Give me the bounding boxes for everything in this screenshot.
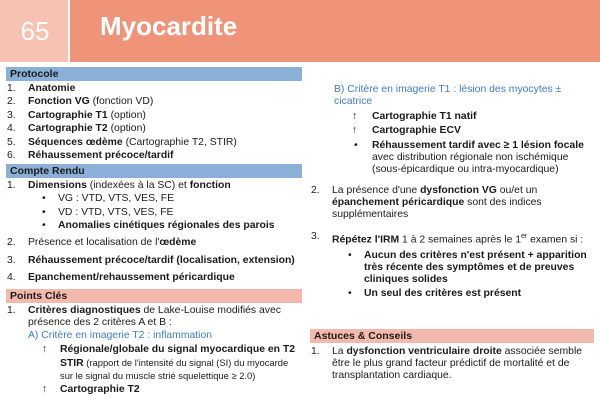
item-text: (Cartographie T2, STIR) <box>122 136 237 148</box>
item-number: 1. <box>7 83 16 94</box>
page-title: Myocardite <box>100 11 238 41</box>
sub-item <box>6 220 302 232</box>
item-bold: Anatomie <box>28 83 76 94</box>
item-number: 3. <box>7 109 16 121</box>
compte-rendu-item <box>6 272 302 284</box>
item-number: 4. <box>7 123 16 135</box>
item-bold: Répétez l'IRM <box>332 234 400 246</box>
sub-item-text: VD : VTD, VTS, VES, FE <box>58 206 174 218</box>
bullet-icon: • <box>348 249 352 261</box>
sub-item-text: (rapport de l'intensité du signal (SI) du myocarde sur le signal du muscle strié squelettique ≥ 2.0) <box>60 356 289 381</box>
points-cles-item <box>6 305 302 329</box>
sub-item-text: Anomalies cinétiques régionales des parois <box>58 220 275 232</box>
protocole-item <box>6 96 302 108</box>
sub-item <box>310 125 594 137</box>
item-text: La <box>332 346 347 357</box>
item-bold: Cartographie T2 <box>28 123 108 135</box>
item-bold: Fonction VG <box>28 96 90 108</box>
sub-item <box>6 384 302 396</box>
left-column <box>6 67 302 398</box>
sub-item <box>310 140 594 176</box>
compte-rendu-item <box>6 237 302 249</box>
item-bold: Réhaussement précoce/tardif (localisation, extension) <box>28 254 295 266</box>
item-text: (option) <box>107 109 146 121</box>
section-points-cles-title: Points Clés <box>6 289 302 303</box>
criterion-a-heading: A) Critère en imagerie T2 : inflammation <box>28 330 213 342</box>
points-cles-item <box>310 185 594 221</box>
item-number: 1. <box>311 346 320 357</box>
sub-item <box>6 193 302 205</box>
item-bold: dysfonction VG <box>420 185 497 197</box>
item-text: (fonction VD) <box>89 96 154 108</box>
section-astuces-title: Astuces & Conseils <box>310 329 594 343</box>
criterion-b-heading: B) Critère en imagerie T1 : lésion des myocytes ± cicatrice <box>334 84 562 108</box>
item-text: de Lake-Louise modifiés avec présence des 2 critères A et B : <box>28 304 281 328</box>
item-bold: Séquences œdème <box>28 136 123 148</box>
sub-item-bold: Cartographie ECV <box>372 124 461 136</box>
item-number: 3. <box>7 254 16 266</box>
compte-rendu-item <box>6 255 302 267</box>
item-bold: fonction <box>189 179 231 191</box>
item-text: (option) <box>107 123 146 135</box>
sub-item <box>310 250 594 286</box>
arrow-up-icon: ↑ <box>42 384 48 396</box>
protocole-item <box>6 123 302 135</box>
item-number: 2. <box>7 237 16 249</box>
item-number: 2. <box>311 185 320 197</box>
bullet-icon: • <box>42 220 46 232</box>
sub-item-bold: Aucun des critères n'est présent + apparition très récente des symptômes et de preuves cliniques solides <box>364 249 587 286</box>
item-bold: Dimensions <box>28 179 87 191</box>
protocole-item <box>6 110 302 122</box>
astuces-item <box>310 346 594 382</box>
protocole-item <box>6 137 302 149</box>
sub-item-bold: Un seul des critères est présent <box>364 287 522 299</box>
sub-item <box>6 344 302 382</box>
arrow-up-icon: ↑ <box>42 344 48 356</box>
item-bold: œdème <box>159 237 197 249</box>
item-number: 1. <box>7 179 16 191</box>
sub-item-text: VG : VTD, VTS, VES, FE <box>58 193 175 205</box>
points-cles-item <box>310 231 594 247</box>
bullet-icon: • <box>354 139 358 151</box>
item-number: 2. <box>7 96 16 108</box>
page-header <box>0 0 600 62</box>
item-number: 1. <box>7 304 16 316</box>
compte-rendu-item <box>6 180 302 192</box>
sub-item-bold: Cartographie T2 <box>60 384 140 396</box>
item-bold: Critères diagnostiques <box>28 304 141 316</box>
sub-item-bold: Cartographie T1 natif <box>372 111 477 123</box>
sub-item-text: avec distribution régionale non ischémique (sous-épicardique ou intra-myocardique) <box>372 151 569 175</box>
bullet-icon: • <box>42 193 46 205</box>
item-number: 6. <box>7 150 16 162</box>
item-bold: Cartographie T1 <box>28 109 108 121</box>
item-bold: Epanchement/rehaussement péricardique <box>28 271 235 283</box>
protocole-list <box>6 83 302 163</box>
compte-rendu-list <box>6 180 302 284</box>
section-protocole-title: Protocole <box>6 67 302 81</box>
item-superscript: er <box>521 233 528 241</box>
chapter-number: 65 <box>20 16 50 46</box>
arrow-up-icon: ↑ <box>352 124 358 136</box>
item-bold: dysfonction ventriculaire droite <box>346 346 502 357</box>
bullet-icon: • <box>348 287 352 299</box>
item-bold: épanchement péricardique <box>332 197 465 209</box>
item-text: associée semble être le plus grand facteur prédictif de mortalité et de transplantation cardiaque. <box>332 346 583 382</box>
item-text: ou/et un <box>496 185 538 197</box>
sub-item <box>6 207 302 219</box>
sub-item-bold: Réhaussement tardif avec ≥ 1 lésion focale <box>372 139 584 151</box>
sub-item <box>310 288 594 300</box>
item-text: 1 à 2 semaines après le 1 <box>399 234 522 246</box>
item-number: 5. <box>7 136 16 148</box>
item-text: sont des indices supplémentaires <box>332 197 542 221</box>
item-text: Présence et localisation de l' <box>28 237 160 249</box>
item-bold: Réhaussement précoce/tardif <box>28 150 174 162</box>
item-number: 3. <box>311 231 320 243</box>
arrow-up-icon: ↑ <box>352 111 358 123</box>
sub-item-bold: Régionale/globale du signal myocardique en T2 STIR <box>60 344 295 369</box>
item-text: (indexées à la SC) et <box>86 179 190 191</box>
item-number: 4. <box>7 271 16 283</box>
protocole-item <box>6 83 302 95</box>
bullet-icon: • <box>42 206 46 218</box>
protocole-item <box>6 150 302 162</box>
astuces-section <box>310 329 594 384</box>
points-cles-list <box>6 305 302 396</box>
sub-item <box>310 111 594 123</box>
item-text: examen si : <box>527 234 584 246</box>
right-column <box>310 84 594 301</box>
section-compte-rendu-title: Compte Rendu <box>6 164 302 178</box>
item-text: La présence d'une <box>332 185 421 197</box>
